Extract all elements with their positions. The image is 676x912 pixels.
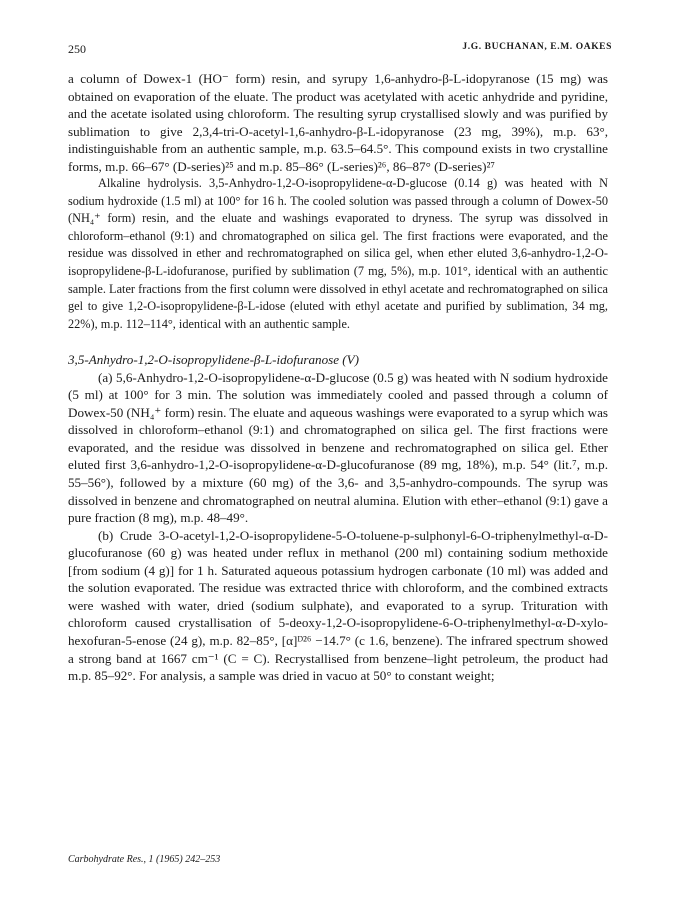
running-authors: J.G. BUCHANAN, E.M. OAKES [462,42,612,52]
paragraph-continuation: a column of Dowex-1 (HO⁻ form) resin, and syrupy 1,6-anhydro-β-L-idopyranose (15 mg) was obtained on evaporation of the eluate. The product was acetylated with acetic anhydride and pyridine, and the acetate isolated using chloroform. The resulting syrup crystallised slowly and was purified by sublimation to give 2,3,4-tri-O-acetyl-1,6-anhydro-β-L-idopyranose (23 mg, 39%), m.p. 63°, indistinguishable from an authentic sample, m.p. 63.5–64.5°. This compound exists in two crystalline forms, m.p. 66–67° (D-series)²⁵ and m.p. 85–86° (L-series)²⁶, 86–87° (D-series)²⁷ [68,71,608,174]
paragraph-method-b: (b) Crude 3-O-acetyl-1,2-O-isopropylidene-5-O-toluene-p-sulphonyl-6-O-triphenylmethyl-α-D-glucofuranose (60 g) was heated under reflux in methanol (200 ml) containing sodium methoxide [from sodium (4 g)] for 1 h. Saturated aqueous potassium hydrogen carbonate (10 ml) was added and the solution evaporated. The residue was extracted thrice with chloroform, and the combined extracts were washed with water, dried (sodium sulphate), and evaporated to a syrup. Trituration with chloroform caused crystallisation of 5-deoxy-1,2-O-isopropylidene-6-O-triphenylmethyl-α-D-xylo-hexofuran-5-enose (24 g), m.p. 82–85°, [α]ᴰ²⁶ −14.7° (c 1.6, benzene). The infrared spectrum showed a strong band at 1667 cm⁻¹ (C = C). Recrystallised from benzene–light petroleum, the product had m.p. 85–92°. For analysis, a sample was dried in vacuo at 50° to constant weight; [68,527,608,684]
paragraph-method-a: (a) 5,6-Anhydro-1,2-O-isopropylidene-α-D-glucose (0.5 g) was heated with N sodium hydroxide (5 ml) at 100° for 3 min. The solution was immediately cooled and passed through a column of Dowex-50 (NH₄⁺ form) resin. The eluate and aqueous washings were evaporated to a syrup which was dissolved in chloroform–ethanol (9:1) and chromatographed on silica gel. The first fractions were evaporated, and the residue was dissolved in benzene and rechromatographed on silica gel. Ether eluted first 3,6-anhydro-1,2-O-isopropylidene-α-D-glucofuranose (89 mg, 18%), m.p. 54° (lit.⁷, m.p. 55–56°), followed by a mixture (60 mg) of the 3,6- and 3,5-anhydro-compounds. The syrup was dissolved in benzene and chromatographed on neutral alumina. Elution with ether–ethanol (9:1) gave a pure fraction (8 mg), m.p. 48–49°. [68,369,608,526]
paragraph-alkaline-hydrolysis: Alkaline hydrolysis. 3,5-Anhydro-1,2-O-isopropylidene-α-D-glucose (0.14 g) was heated with N sodium hydroxide (1.5 ml) at 100° for 16 h. The cooled solution was passed through a column of Dowex-50 (NH₄⁺ form) resin, and the eluate and washings evaporated to dryness. The syrup was dissolved in chloroform–ethanol (9:1) and chromatographed on silica gel. The first fractions were evaporated, and the residue was dissolved in ether and rechromatographed on silica gel, when ether eluted 3,6-anhydro-1,2-O-isopropylidene-β-L-idofuranose, purified by sublimation (7 mg, 5%), m.p. 101°, identical with an authentic sample. Later fractions from the first column were dissolved in ethyl acetate and rechromatographed on silica gel to give 1,2-O-isopropylidene-β-L-idose (eluted with ethyl acetate and purified by sublimation, 34 mg, 22%), m.p. 112–114°, identical with an authentic sample. [68,176,608,331]
running-header [68,42,612,57]
journal-footer: Carbohydrate Res., 1 (1965) 242–253 [68,854,221,865]
body-text [68,70,608,685]
section-heading: 3,5-Anhydro-1,2-O-isopropylidene-β-L-idofuranose (V) [68,352,360,368]
page-number: 250 [68,42,86,56]
